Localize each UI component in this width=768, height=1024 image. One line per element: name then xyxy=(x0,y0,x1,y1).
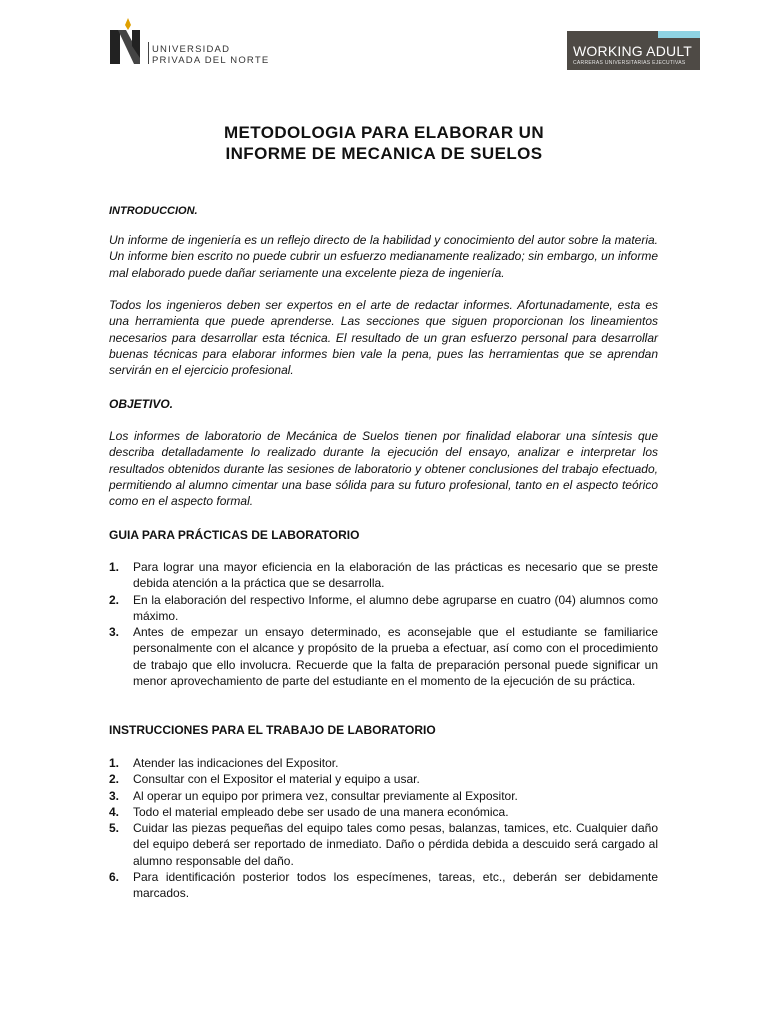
working-adult-accent-bar xyxy=(658,31,700,38)
intro-heading: INTRODUCCION. xyxy=(109,205,198,217)
working-adult-subtitle: CARRERAS UNIVERSITARIAS EJECUTIVAS xyxy=(573,60,686,66)
list-item-text: Consultar con el Expositor el material y equipo a usar. xyxy=(133,772,420,787)
list-item-number: 3. xyxy=(109,788,120,803)
list-item-number: 5. xyxy=(109,821,120,836)
intro-paragraph-1: Un informe de ingeniería es un reflejo directo de la habilidad y conocimiento del autor sobre la materia. Un informe bien escrito no puede cubrir un esfuerzo medianamente realizado; sin embargo, un informe mal elaborado puede dañar seriamente una excelente pieza de ingeniería. xyxy=(109,233,658,280)
instructions-list xyxy=(109,755,658,902)
list-item-number: 2. xyxy=(109,772,120,787)
list-item-text: Para lograr una mayor eficiencia en la elaboración de las prácticas es necesario que se preste debida atención a la práctica que se desarrolla. xyxy=(133,560,658,591)
list-item-text: Para identificación posterior todos los especímenes, tareas, etc., deberán ser debidamente marcados. xyxy=(133,870,658,901)
guide-heading: GUIA PARA PRÁCTICAS DE LABORATORIO xyxy=(109,528,360,542)
list-item-number: 1. xyxy=(109,560,120,574)
intro-paragraph-2: Todos los ingenieros deben ser expertos en el arte de redactar informes. Afortunadamente, esta es una herramienta que puede aprenderse. Las secciones que siguen proporcionan los lineamientos necesarios para desarrollar esta técnica. El resultado de un gran esfuerzo personal para desarrollar buenas técnicas para elaborar informes bien vale la pena, pues las herramientas que se aprendan servirán en el ejercicio profesional. xyxy=(109,298,658,378)
list-item xyxy=(109,771,658,787)
list-item-number: 4. xyxy=(109,804,120,819)
list-item xyxy=(109,869,658,902)
list-item-text: Antes de empezar un ensayo determinado, es aconsejable que el estudiante se familiarice personalmente con el alcance y propósito de la prueba a efectuar, así como con el procedimiento de trabajo que ello involucra. Recuerde que la falta de preparación personal puede significar un menor aprovechamiento de parte del estudiante en el momento de la ejecución de su práctica. xyxy=(133,625,658,689)
objective-heading: OBJETIVO. xyxy=(109,397,174,411)
list-item xyxy=(109,592,658,625)
working-adult-logo xyxy=(567,31,700,70)
university-name xyxy=(152,44,269,66)
list-item xyxy=(109,804,658,820)
list-item-text: En la elaboración del respectivo Informe, el alumno debe agruparse en cuatro (04) alumnos como máximo. xyxy=(133,592,658,623)
document-title-line2: INFORME DE MECANICA DE SUELOS xyxy=(225,144,543,163)
guide-list xyxy=(109,559,658,689)
university-name-line1: UNIVERSIDAD xyxy=(152,44,231,55)
university-name-line2: PRIVADA DEL NORTE xyxy=(152,55,270,66)
list-item-number: 1. xyxy=(109,756,120,770)
list-item xyxy=(109,820,658,869)
working-adult-title: WORKING ADULT xyxy=(573,43,693,59)
list-item-text: Todo el material empleado debe ser usado de una manera económica. xyxy=(133,804,509,819)
university-logo xyxy=(108,16,298,66)
list-item-text: Cuidar las piezas pequeñas del equipo tales como pesas, balanzas, tamices, etc. Cualquier daño del equipo deberá ser reportado de inmediato. Daño o pérdida debida a descuido será cargado al alumno responsable del daño. xyxy=(133,821,658,868)
list-item xyxy=(109,624,658,689)
list-item xyxy=(109,755,658,771)
list-item-number: 2. xyxy=(109,592,120,607)
document-title-line1: METODOLOGIA PARA ELABORAR UN xyxy=(223,123,545,142)
instructions-heading: INSTRUCCIONES PARA EL TRABAJO DE LABORATORIO xyxy=(109,723,436,737)
document-title xyxy=(0,122,768,164)
list-item-number: 3. xyxy=(109,625,120,640)
list-item xyxy=(109,559,658,592)
upn-n-logo-icon xyxy=(108,16,144,66)
list-item-text: Atender las indicaciones del Expositor. xyxy=(133,756,339,770)
logo-divider xyxy=(148,42,149,64)
list-item xyxy=(109,788,658,804)
list-item-number: 6. xyxy=(109,870,120,885)
objective-paragraph: Los informes de laboratorio de Mecánica de Suelos tienen por finalidad elaborar una síntesis que describa detalladamente lo realizado durante la ejecución del ensayo, analizar e interpretar los resultados obtenidos durante las sesiones de laboratorio y obtener conclusiones del trabajo efectuado, permitiendo al alumno cimentar una base sólida para su futuro profesional, tanto en el aspecto teórico como en el aspecto formal. xyxy=(109,429,658,509)
list-item-text: Al operar un equipo por primera vez, consultar previamente al Expositor. xyxy=(133,788,518,803)
